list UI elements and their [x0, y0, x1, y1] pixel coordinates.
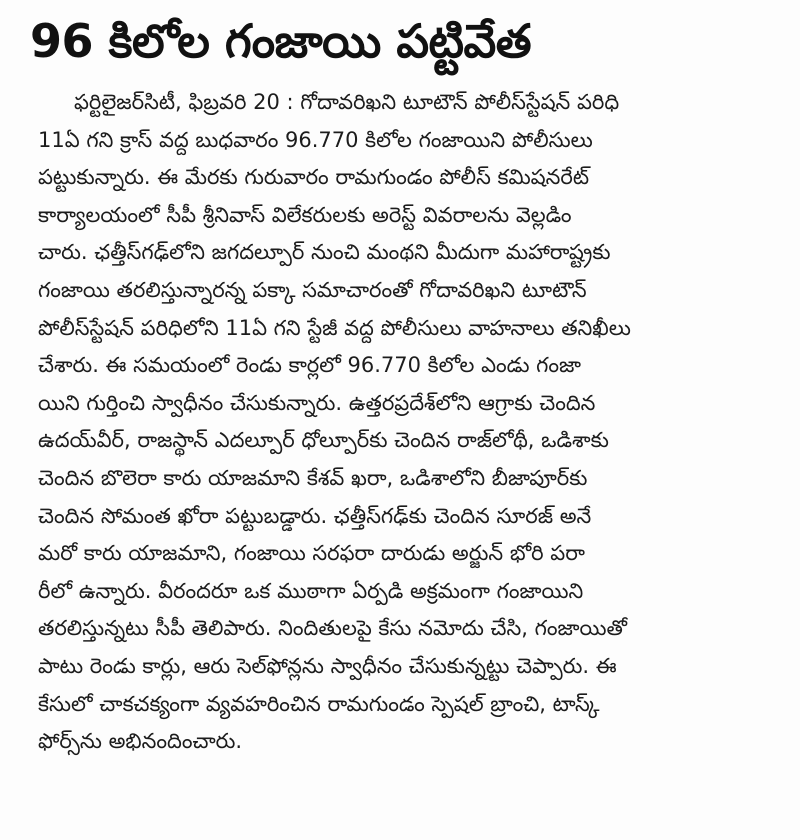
article-line: చేశారు. ఈ సమయంలో రెండు కార్లలో 96.770 కిలోల ఎండు గంజా: [38, 353, 581, 378]
article-line: తరలిస్తున్నటు సీపీ తెలిపారు. నిందితులపై కేసు నమోదు చేసి, గంజాయితో: [38, 616, 627, 641]
article-line: రీలో ఉన్నారు. వీరందరూ ఒక ముఠాగా ఏర్పడి అక్రమంగా గంజాయిని: [38, 578, 584, 603]
article-line: ఉదయ్‌వీర్, రాజస్థాన్ ఎదల్పూర్ ధోల్పూర్‌కు చెందిన రాజ్‌లోథీ, ఒడిశాకు: [38, 428, 609, 453]
article-body: [38, 84, 784, 761]
article-line: చెందిన బొలెరా కారు యాజమాని కేశవ్ ఖరా, ఒడిశాలోని బీజాపూర్‌కు: [38, 465, 588, 490]
headline: 96 కిలోల గంజాయి పట్టివేత: [30, 14, 532, 68]
article-line: పోలీస్‌స్టేషన్ పరిధిలోని 11ఏ గని స్టేజీ వద్ద పోలీసులు వాహనాలు తనిఖీలు: [38, 315, 631, 340]
article-line: గంజాయి తరలిస్తున్నారన్న పక్కా సమాచారంతో గోదావరిఖని టూటౌన్: [38, 277, 587, 302]
article-line: కార్యాలయంలో సీపీ శ్రీనివాస్ విలేకరులకు అరెస్ట్ వివరాలను వెల్లడిం: [38, 202, 572, 227]
article-line: యిని గుర్తించి స్వాధీనం చేసుకున్నారు. ఉత్తరప్రదేశ్‌లోని ఆగ్రాకు చెందిన: [38, 390, 596, 415]
article-line: పట్టుకున్నారు. ఈ మేరకు గురువారం రామగుండం పోలీస్ కమిషనరేట్: [38, 165, 590, 190]
article-line: ఫోర్స్‌ను అభినందించారు.: [38, 729, 243, 754]
article-line: చెందిన సోమంత ఖోరా పట్టుబడ్డారు. ఛత్తీస్‌గఢ్‌కు చెందిన సూరజ్ అనే: [38, 503, 592, 528]
article-line: పాటు రెండు కార్లు, ఆరు సెల్‌ఫోన్లను స్వాధీనం చేసుకున్నట్టు చెప్పారు. ఈ: [38, 653, 617, 678]
article-line: 11ఏ గని క్రాస్ వద్ద బుధవారం 96.770 కిలోల గంజాయిని పోలీసులు: [38, 127, 593, 152]
article-line: కేసులో చాకచక్యంగా వ్యవహరించిన రామగుండం స్పెషల్ బ్రాంచి, టాస్క్: [38, 691, 600, 716]
article-line: మరో కారు యాజమాని, గంజాయి సరఫరా దారుడు అర్జున్ భోరి పరా: [38, 541, 585, 566]
article-line: చారు. ఛత్తీస్‌గఢ్‌లోని జగదల్పూర్ నుంచి మంథని మీదుగా మహారాష్ట్రకు: [38, 240, 611, 265]
article-line: ఫర్టిలైజర్‌సిటీ, ఫిబ్రవరి 20 : గోదావరిఖని టూటౌన్ పోలీస్‌స్టేషన్ పరిధి: [74, 90, 620, 114]
